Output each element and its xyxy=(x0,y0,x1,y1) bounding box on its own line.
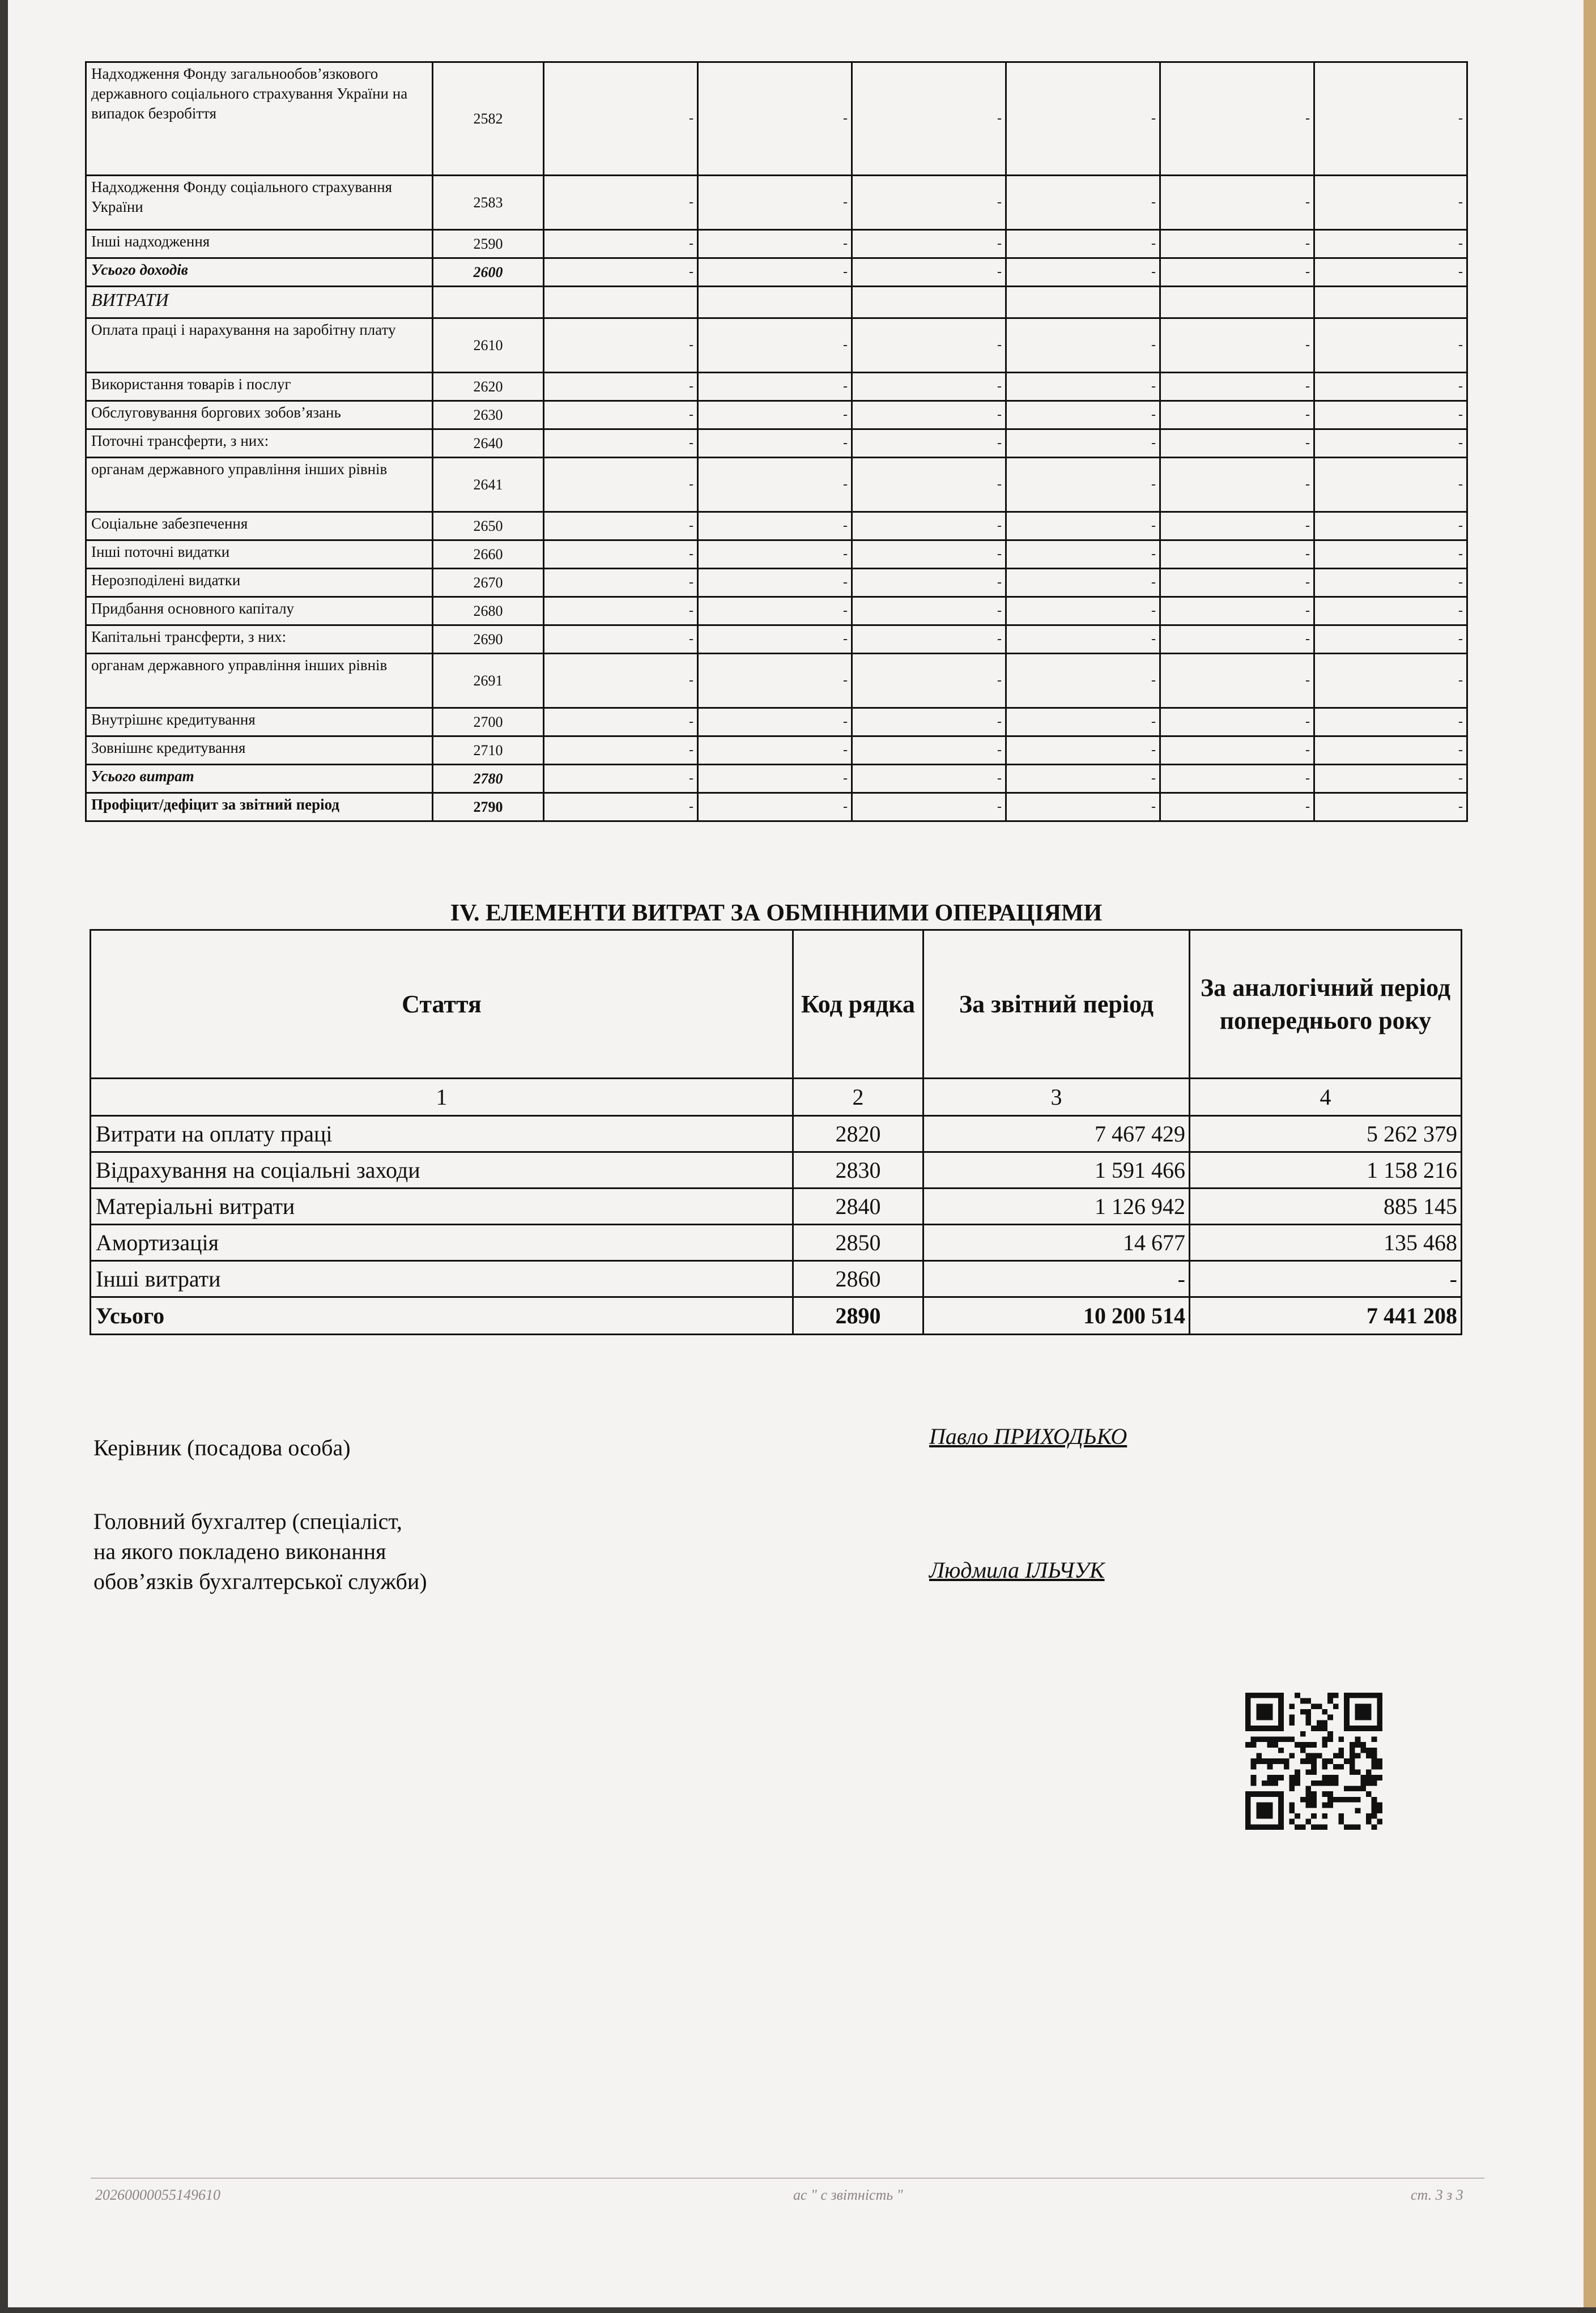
row-value: - xyxy=(1006,258,1160,287)
total-previous: 7 441 208 xyxy=(1190,1297,1462,1335)
row-value: - xyxy=(852,708,1006,736)
row-value: - xyxy=(544,654,698,708)
row-value: - xyxy=(852,318,1006,373)
row-value: - xyxy=(698,258,852,287)
row-label: Використання товарів і послуг xyxy=(86,373,433,401)
row-value: - xyxy=(698,429,852,458)
row-label: Інші витрати xyxy=(91,1261,793,1297)
table-row xyxy=(86,793,1467,821)
row-code: 2641 xyxy=(433,458,544,512)
total-current: 10 200 514 xyxy=(923,1297,1190,1335)
head-signature-label: Керівник (посадова особа) xyxy=(93,1435,351,1460)
table-row xyxy=(86,512,1467,540)
row-value: - xyxy=(1314,230,1467,258)
row-label: Профіцит/дефіцит за звітний період xyxy=(86,793,433,821)
row-code: 2650 xyxy=(433,512,544,540)
row-value: - xyxy=(1006,512,1160,540)
row-code: 2820 xyxy=(793,1116,923,1152)
row-label: Обслуговування боргових зобов’язань xyxy=(86,401,433,429)
row-code: 2700 xyxy=(433,708,544,736)
table-row xyxy=(91,1225,1462,1261)
footer-center-text: ас " с звітність " xyxy=(793,2187,903,2203)
header-article: Стаття xyxy=(91,930,793,1079)
table-row xyxy=(91,1189,1462,1225)
row-value: - xyxy=(852,401,1006,429)
index-cell: 2 xyxy=(793,1079,923,1116)
row-label: Інші поточні видатки xyxy=(86,540,433,569)
row-value: - xyxy=(698,654,852,708)
row-value: - xyxy=(1160,597,1314,625)
row-code: 2610 xyxy=(433,318,544,373)
scan-edge-left xyxy=(0,0,8,2313)
row-value: - xyxy=(1006,373,1160,401)
table-row xyxy=(86,458,1467,512)
table-row xyxy=(86,765,1467,793)
row-value: - xyxy=(1006,708,1160,736)
table-row xyxy=(86,654,1467,708)
index-row xyxy=(91,1079,1462,1116)
row-label: Надходження Фонду соціального страхування України xyxy=(86,176,433,230)
row-label: Відрахування на соціальні заходи xyxy=(91,1152,793,1189)
row-label: Інші надходження xyxy=(86,230,433,258)
row-value xyxy=(698,287,852,318)
row-label: Внутрішнє кредитування xyxy=(86,708,433,736)
row-code: 2660 xyxy=(433,540,544,569)
row-value: - xyxy=(852,512,1006,540)
row-code: 2620 xyxy=(433,373,544,401)
table-row xyxy=(86,429,1467,458)
row-value: - xyxy=(852,373,1006,401)
row-value: - xyxy=(1314,318,1467,373)
row-label: Придбання основного капіталу xyxy=(86,597,433,625)
row-value: - xyxy=(1160,512,1314,540)
row-value: - xyxy=(852,540,1006,569)
row-value: - xyxy=(544,765,698,793)
row-value: - xyxy=(1314,401,1467,429)
row-code: 2600 xyxy=(433,258,544,287)
row-code: 2790 xyxy=(433,793,544,821)
row-value: - xyxy=(1160,230,1314,258)
row-label: Капітальні трансферти, з них: xyxy=(86,625,433,654)
row-previous: 135 468 xyxy=(1190,1225,1462,1261)
row-label: Поточні трансферти, з них: xyxy=(86,429,433,458)
row-code: 2850 xyxy=(793,1225,923,1261)
row-code: 2640 xyxy=(433,429,544,458)
row-value: - xyxy=(1160,569,1314,597)
row-value: - xyxy=(852,793,1006,821)
row-value: - xyxy=(852,569,1006,597)
row-value: - xyxy=(544,258,698,287)
row-code: 2691 xyxy=(433,654,544,708)
table-row xyxy=(91,1261,1462,1297)
table-row xyxy=(91,1152,1462,1189)
accountant-signature-label xyxy=(93,1507,427,1596)
table-header-row xyxy=(91,930,1462,1079)
row-label: Зовнішнє кредитування xyxy=(86,736,433,765)
total-row xyxy=(91,1297,1462,1335)
row-value: - xyxy=(1160,373,1314,401)
row-previous: - xyxy=(1190,1261,1462,1297)
row-value: - xyxy=(544,793,698,821)
row-value: - xyxy=(1160,62,1314,176)
row-value: - xyxy=(1006,654,1160,708)
row-value: - xyxy=(544,176,698,230)
row-value: - xyxy=(544,625,698,654)
row-value: - xyxy=(1006,765,1160,793)
row-value xyxy=(852,287,1006,318)
row-value: - xyxy=(1314,569,1467,597)
table-row xyxy=(86,230,1467,258)
table-row xyxy=(86,569,1467,597)
table-row xyxy=(86,176,1467,230)
row-value: - xyxy=(544,230,698,258)
row-value: - xyxy=(698,458,852,512)
row-label: Оплата праці і нарахування на заробітну плату xyxy=(86,318,433,373)
table-row xyxy=(86,258,1467,287)
footer-divider xyxy=(91,2178,1484,2179)
accountant-label-line: Головний бухгалтер (спеціаліст, xyxy=(93,1509,402,1534)
table-row xyxy=(86,708,1467,736)
row-value: - xyxy=(1006,230,1160,258)
row-value: - xyxy=(1314,654,1467,708)
row-code: 2710 xyxy=(433,736,544,765)
table-row xyxy=(86,540,1467,569)
row-value: - xyxy=(1160,258,1314,287)
row-current: 7 467 429 xyxy=(923,1116,1190,1152)
header-code: Код рядка xyxy=(793,930,923,1079)
row-value: - xyxy=(1160,625,1314,654)
row-value xyxy=(1160,287,1314,318)
row-current: 1 126 942 xyxy=(923,1189,1190,1225)
row-label: Нерозподілені видатки xyxy=(86,569,433,597)
row-code: 2690 xyxy=(433,625,544,654)
row-value: - xyxy=(1006,401,1160,429)
row-value: - xyxy=(1160,540,1314,569)
row-value xyxy=(1314,287,1467,318)
row-label: Надходження Фонду загальнообов’язкового державного соціального страхування України на випадок безробіття xyxy=(86,62,433,176)
row-label: Соціальне забезпечення xyxy=(86,512,433,540)
row-value: - xyxy=(1314,625,1467,654)
row-value: - xyxy=(1314,793,1467,821)
table-row xyxy=(86,62,1467,176)
row-value: - xyxy=(852,429,1006,458)
row-value: - xyxy=(1006,793,1160,821)
row-value: - xyxy=(1314,540,1467,569)
row-value: - xyxy=(1006,429,1160,458)
scan-edge-right xyxy=(1584,0,1596,2313)
row-value: - xyxy=(698,512,852,540)
row-code: 2583 xyxy=(433,176,544,230)
row-value: - xyxy=(852,597,1006,625)
row-label: органам державного управління інших рівнів xyxy=(86,654,433,708)
expense-elements-table xyxy=(90,929,1462,1335)
row-value: - xyxy=(1314,512,1467,540)
row-value: - xyxy=(1006,597,1160,625)
row-value: - xyxy=(544,708,698,736)
row-value: - xyxy=(1314,258,1467,287)
index-cell: 3 xyxy=(923,1079,1190,1116)
cash-flow-table xyxy=(85,61,1468,822)
qr-code-icon xyxy=(1245,1693,1382,1830)
table-row xyxy=(86,318,1467,373)
row-current: 14 677 xyxy=(923,1225,1190,1261)
row-value: - xyxy=(544,540,698,569)
row-value: - xyxy=(1160,708,1314,736)
row-value: - xyxy=(698,793,852,821)
table-row xyxy=(86,401,1467,429)
row-code: 2680 xyxy=(433,597,544,625)
header-previous-period: За аналогічний період попереднього року xyxy=(1190,930,1462,1079)
row-value: - xyxy=(852,765,1006,793)
accountant-label-line: обов’язків бухгалтерської служби) xyxy=(93,1568,427,1594)
row-label: Амортизація xyxy=(91,1225,793,1261)
row-value: - xyxy=(852,625,1006,654)
footer-doc-id: 20260000055149610 xyxy=(95,2187,220,2203)
row-label: Усього доходів xyxy=(86,258,433,287)
row-value: - xyxy=(1314,373,1467,401)
row-value: - xyxy=(1006,736,1160,765)
footer-page-number: ст. 3 з 3 xyxy=(1411,2187,1463,2203)
row-value: - xyxy=(1006,458,1160,512)
row-current: - xyxy=(923,1261,1190,1297)
row-value xyxy=(544,287,698,318)
row-value: - xyxy=(1160,318,1314,373)
row-value: - xyxy=(852,258,1006,287)
row-value: - xyxy=(698,62,852,176)
row-value: - xyxy=(698,736,852,765)
row-value: - xyxy=(698,230,852,258)
row-label: органам державного управління інших рівнів xyxy=(86,458,433,512)
row-value: - xyxy=(698,318,852,373)
row-value: - xyxy=(698,708,852,736)
row-value: - xyxy=(1160,401,1314,429)
row-label: Витрати на оплату праці xyxy=(91,1116,793,1152)
row-value: - xyxy=(1006,318,1160,373)
row-label: Усього витрат xyxy=(86,765,433,793)
accountant-label-line: на якого покладено виконання xyxy=(93,1538,386,1564)
row-value: - xyxy=(1160,736,1314,765)
index-cell: 4 xyxy=(1190,1079,1462,1116)
header-current-period: За звітний період xyxy=(923,930,1190,1079)
table-row xyxy=(86,625,1467,654)
row-value: - xyxy=(544,458,698,512)
row-value: - xyxy=(1314,708,1467,736)
row-code: 2830 xyxy=(793,1152,923,1189)
row-value: - xyxy=(852,736,1006,765)
row-value: - xyxy=(1006,569,1160,597)
row-value: - xyxy=(1160,458,1314,512)
row-value: - xyxy=(852,230,1006,258)
row-code: 2840 xyxy=(793,1189,923,1225)
row-value: - xyxy=(698,569,852,597)
row-value: - xyxy=(544,512,698,540)
row-value: - xyxy=(1160,176,1314,230)
table-row xyxy=(86,287,1467,318)
row-value: - xyxy=(852,62,1006,176)
row-value: - xyxy=(1314,597,1467,625)
row-value: - xyxy=(698,401,852,429)
row-code: 2670 xyxy=(433,569,544,597)
row-value: - xyxy=(1006,62,1160,176)
row-value: - xyxy=(698,597,852,625)
scan-edge-bottom xyxy=(0,2307,1596,2313)
row-value: - xyxy=(852,458,1006,512)
row-value: - xyxy=(1160,654,1314,708)
row-value: - xyxy=(544,401,698,429)
table-row xyxy=(86,736,1467,765)
row-label: Матеріальні витрати xyxy=(91,1189,793,1225)
row-code: 2630 xyxy=(433,401,544,429)
head-signature-name: Павло ПРИХОДЬКО xyxy=(929,1424,1127,1449)
row-value: - xyxy=(698,176,852,230)
row-value: - xyxy=(1160,429,1314,458)
row-value: - xyxy=(544,569,698,597)
row-value: - xyxy=(544,429,698,458)
row-value: - xyxy=(544,736,698,765)
row-value: - xyxy=(698,540,852,569)
row-previous: 885 145 xyxy=(1190,1189,1462,1225)
row-value: - xyxy=(544,373,698,401)
total-label: Усього xyxy=(91,1297,793,1335)
row-value: - xyxy=(698,765,852,793)
table-row xyxy=(86,373,1467,401)
row-code: 2590 xyxy=(433,230,544,258)
row-value: - xyxy=(1314,429,1467,458)
row-value: - xyxy=(1314,176,1467,230)
row-value xyxy=(1006,287,1160,318)
row-value: - xyxy=(698,373,852,401)
section-4-title: IV. ЕЛЕМЕНТИ ВИТРАТ ЗА ОБМІННИМИ ОПЕРАЦІЯМИ xyxy=(450,900,1103,926)
row-value: - xyxy=(1006,625,1160,654)
row-value: - xyxy=(1006,176,1160,230)
row-code: 2780 xyxy=(433,765,544,793)
row-value: - xyxy=(1314,62,1467,176)
row-value: - xyxy=(1160,765,1314,793)
row-value: - xyxy=(544,62,698,176)
row-value: - xyxy=(1314,765,1467,793)
row-value: - xyxy=(698,625,852,654)
row-code xyxy=(433,287,544,318)
table-row xyxy=(86,597,1467,625)
index-cell: 1 xyxy=(91,1079,793,1116)
row-value: - xyxy=(544,597,698,625)
row-current: 1 591 466 xyxy=(923,1152,1190,1189)
row-previous: 1 158 216 xyxy=(1190,1152,1462,1189)
row-code: 2582 xyxy=(433,62,544,176)
row-value: - xyxy=(1160,793,1314,821)
row-label: ВИТРАТИ xyxy=(86,287,433,318)
row-value: - xyxy=(852,654,1006,708)
row-value: - xyxy=(1006,540,1160,569)
row-value: - xyxy=(1314,736,1467,765)
accountant-signature-name: Людмила ІЛЬЧУК xyxy=(929,1557,1105,1583)
row-value: - xyxy=(852,176,1006,230)
row-previous: 5 262 379 xyxy=(1190,1116,1462,1152)
row-value: - xyxy=(1314,458,1467,512)
row-code: 2860 xyxy=(793,1261,923,1297)
row-value: - xyxy=(544,318,698,373)
total-code: 2890 xyxy=(793,1297,923,1335)
table-row xyxy=(91,1116,1462,1152)
